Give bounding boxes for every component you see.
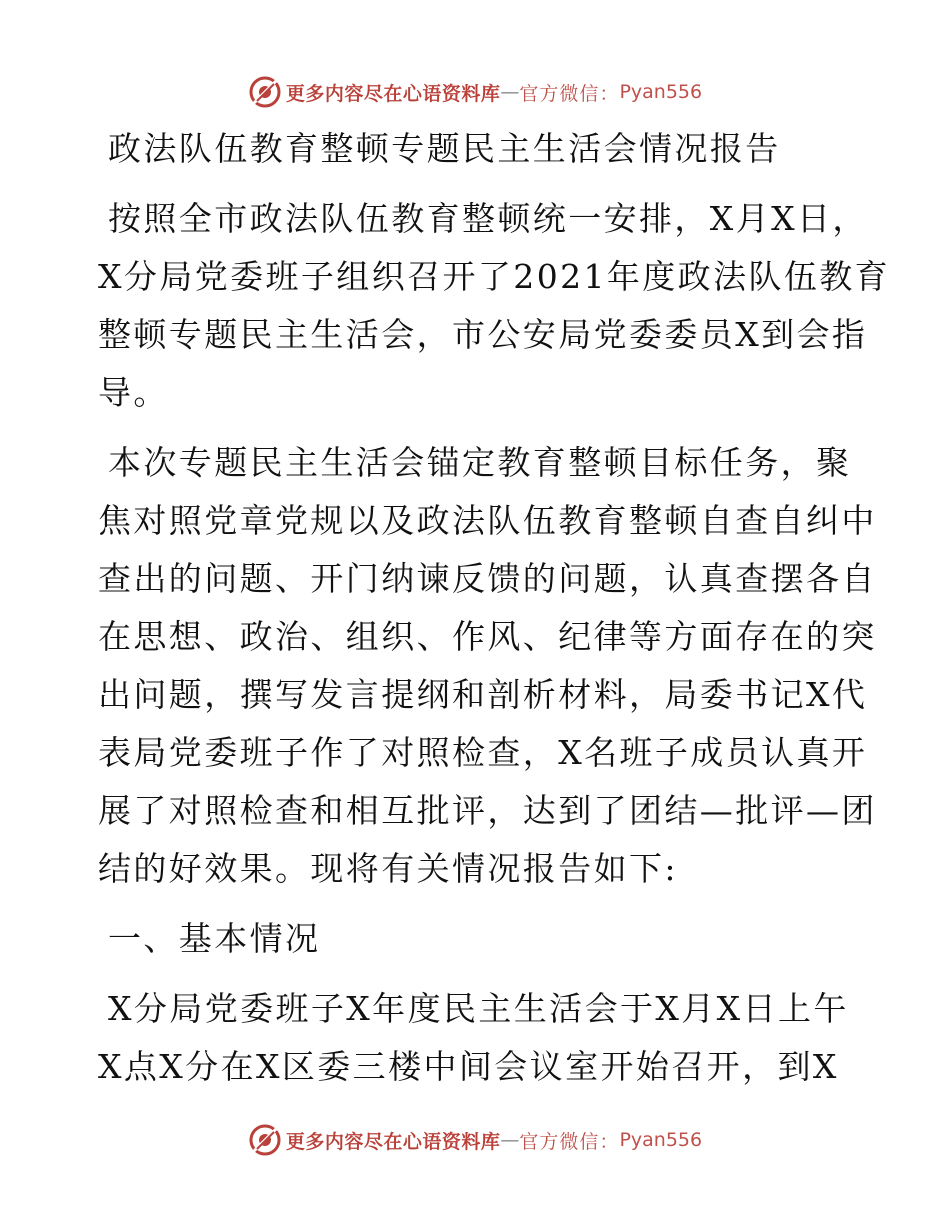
document-title: 政法队伍教育整顿专题民主生活会情况报告 bbox=[108, 129, 781, 168]
watermark-banner-bottom bbox=[0, 1120, 950, 1160]
text-line: X分局党委班子组织召开了2021年度政法队伍教育 bbox=[98, 257, 891, 296]
text-line: 焦对照党章党规以及政法队伍教育整顿自查自纠中 bbox=[98, 501, 877, 540]
text-line: 本次专题民主生活会锚定教育整顿目标任务，聚 bbox=[108, 443, 852, 482]
text-line: 出问题，撰写发言提纲和剖析材料，局委书记X代 bbox=[98, 675, 868, 714]
paragraph-3 bbox=[98, 980, 858, 1096]
paragraph-1 bbox=[98, 190, 891, 422]
banner-dash: — bbox=[500, 1129, 520, 1151]
banner-dash: — bbox=[500, 81, 520, 103]
banner-wechat-label: 官方微信： bbox=[519, 82, 620, 105]
section-heading: 一、基本情况 bbox=[108, 919, 321, 958]
text-line: 按照全市政法队伍教育整顿统一安排，X月X日， bbox=[108, 199, 868, 238]
paragraph-2 bbox=[98, 434, 877, 898]
logo-icon bbox=[248, 75, 282, 109]
text-line: X点X分在X区委三楼中间会议室开始召开，到X bbox=[98, 1047, 839, 1086]
text-line: 结的好效果。现将有关情况报告如下: bbox=[98, 849, 678, 888]
document-body bbox=[98, 120, 891, 1096]
text-line: 在思想、政治、组织、作风、纪律等方面存在的突 bbox=[98, 617, 877, 656]
banner-site-name: 更多内容尽在心语资料库 bbox=[285, 1130, 501, 1153]
banner-wechat-id: Pyan556 bbox=[619, 1129, 703, 1151]
banner-wechat-id: Pyan556 bbox=[619, 81, 703, 103]
text-line: 查出的问题、开门纳谏反馈的问题，认真查摆各自 bbox=[98, 559, 877, 598]
text-line: 展了对照检查和相互批评，达到了团结—批评—团 bbox=[98, 791, 877, 830]
logo-icon bbox=[248, 1123, 282, 1157]
text-line: 表局党委班子作了对照检查，X名班子成员认真开 bbox=[98, 733, 868, 772]
banner-wechat-label: 官方微信： bbox=[519, 1130, 620, 1153]
watermark-banner-top bbox=[0, 72, 950, 112]
banner-site-name: 更多内容尽在心语资料库 bbox=[285, 82, 501, 105]
text-line: 导。 bbox=[98, 373, 169, 412]
text-line: 整顿专题民主生活会，市公安局党委委员X到会指 bbox=[98, 315, 868, 354]
text-line: X分局党委班子X年度民主生活会于X月X日上午 bbox=[108, 989, 849, 1028]
